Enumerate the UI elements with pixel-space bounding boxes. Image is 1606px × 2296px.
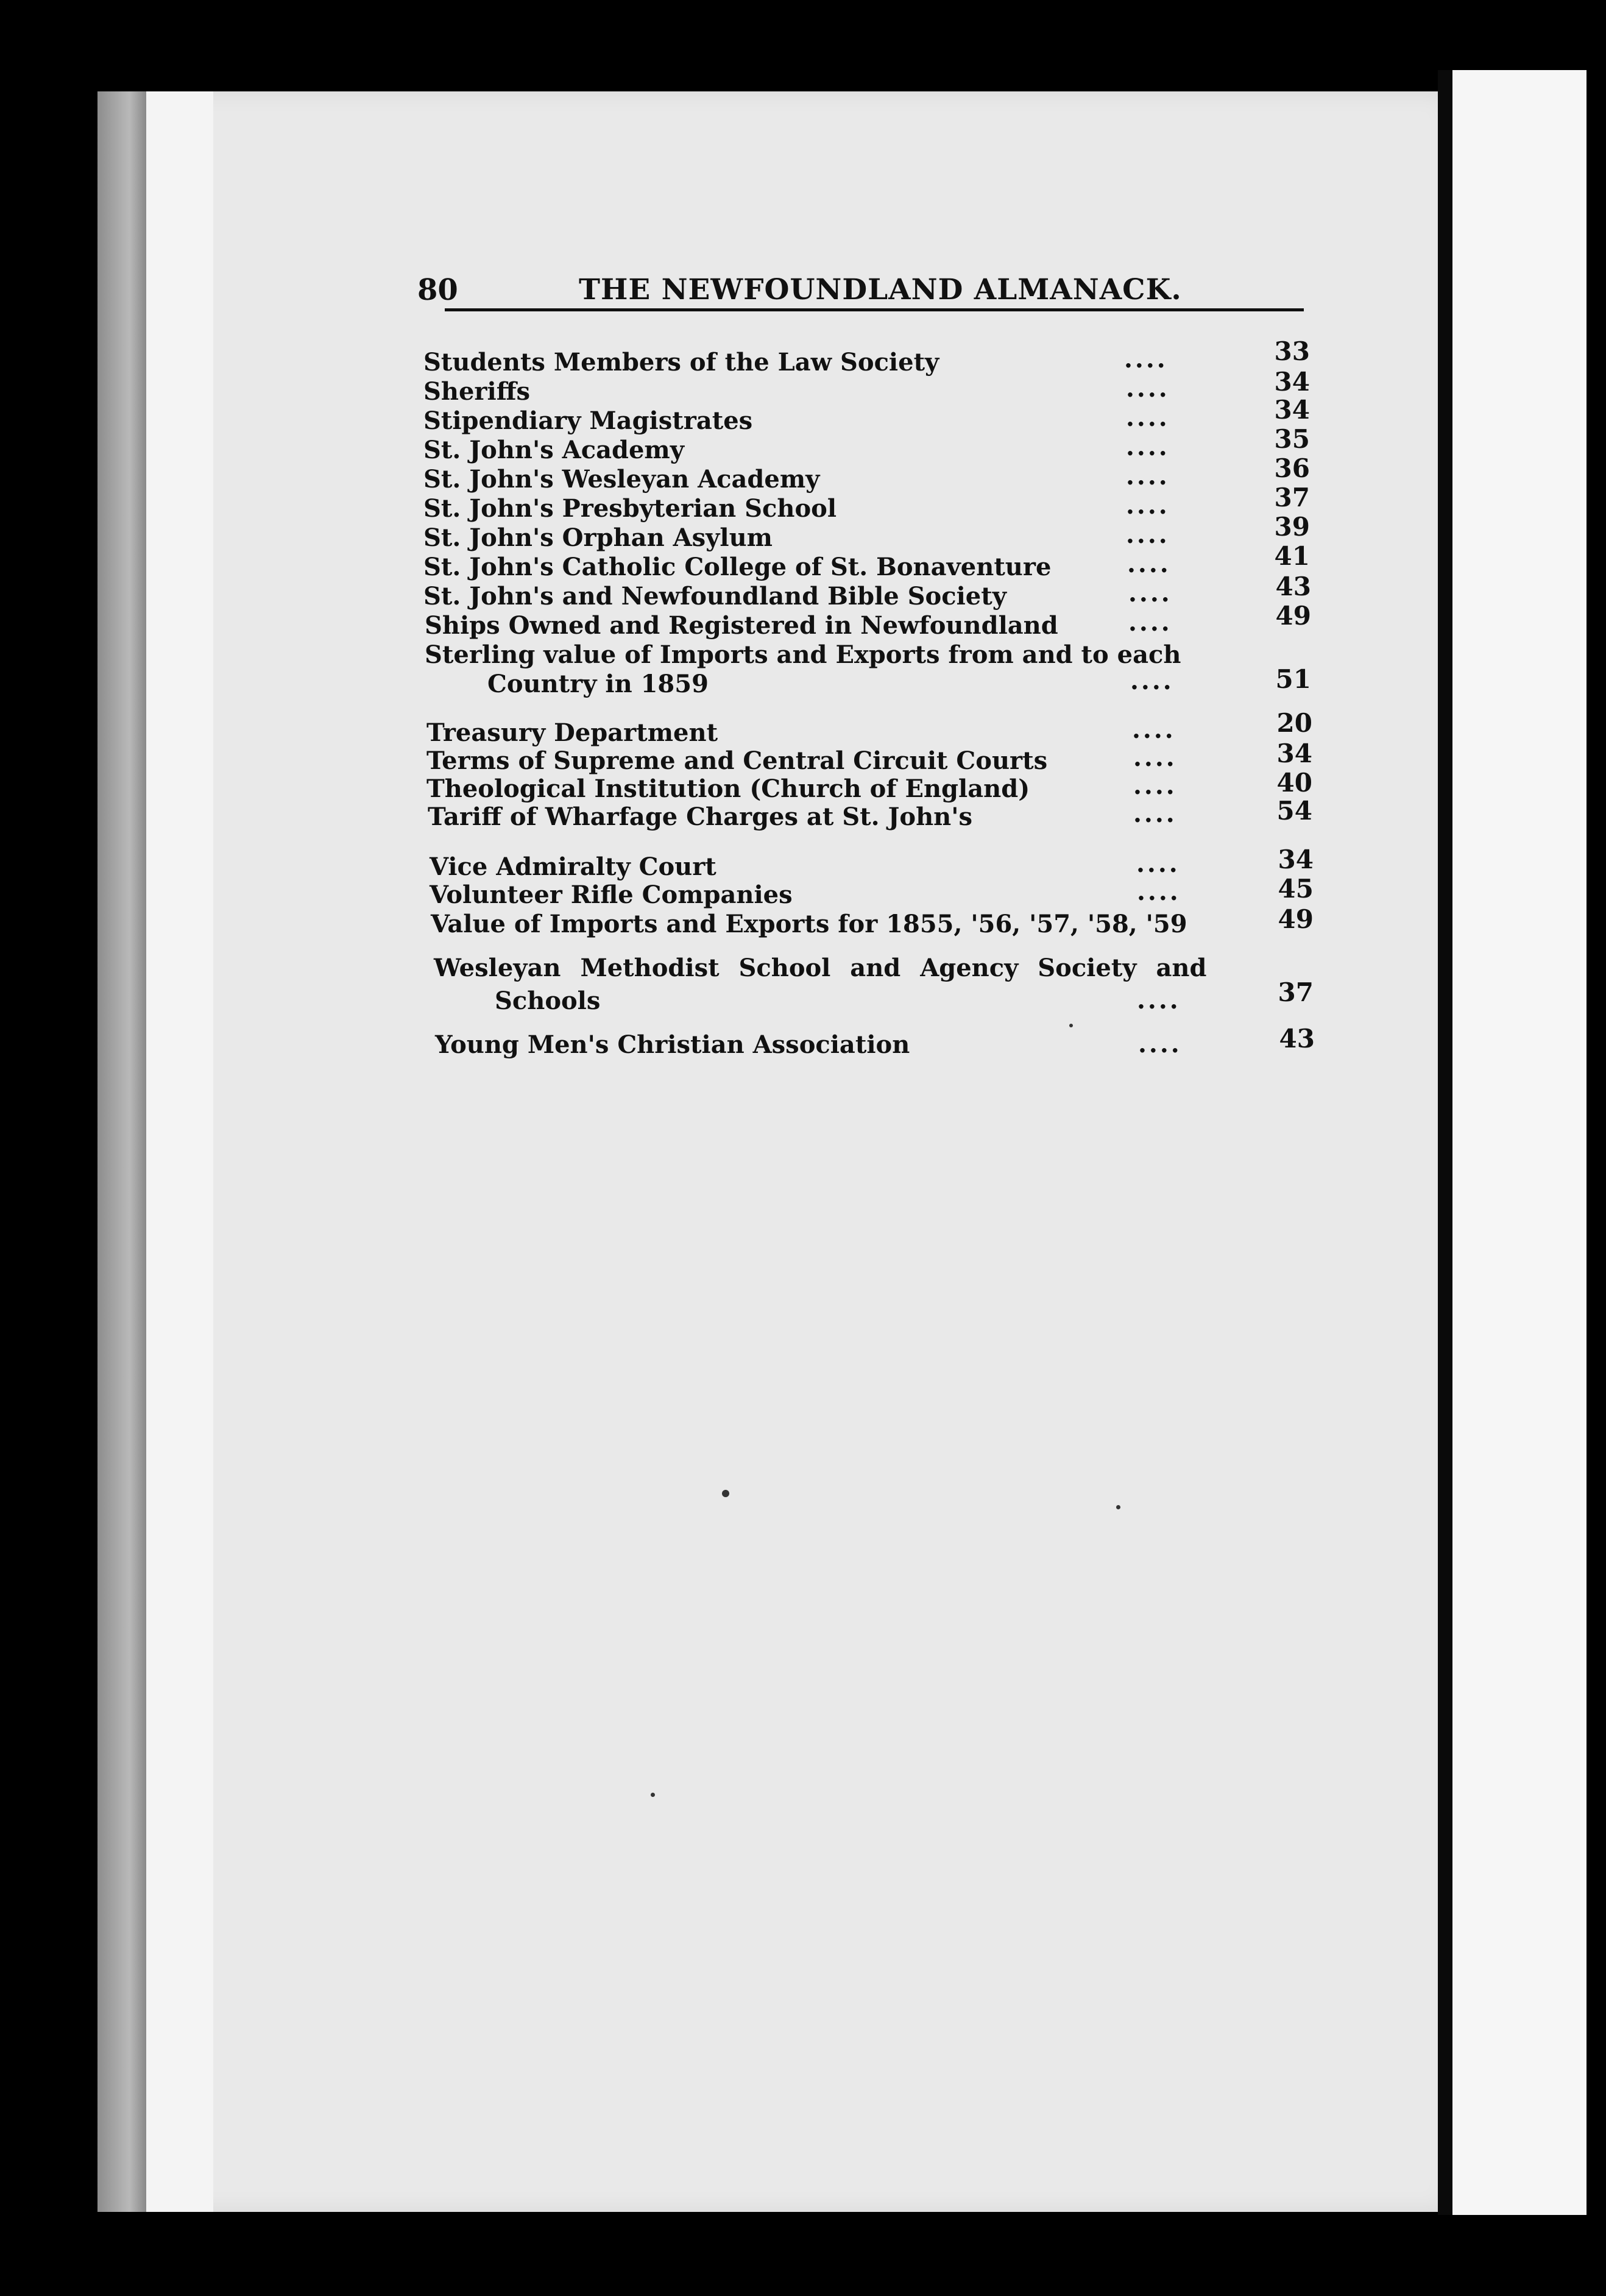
- leader-dots: ....: [1130, 667, 1174, 695]
- book-page: [146, 91, 1450, 2212]
- entry-page-number: 41: [1274, 541, 1310, 571]
- entry-page-number: 43: [1275, 572, 1311, 601]
- leader-dots: ....: [1126, 433, 1170, 461]
- index-entry: Value of Imports and Exports for 1855, '56, '57, '58, '59: [431, 910, 1187, 938]
- index-entry: Tariff of Wharfage Charges at St. John's: [428, 803, 973, 831]
- leader-dots: ....: [1127, 550, 1171, 578]
- entry-page-number: 34: [1276, 739, 1312, 768]
- leader-dots: ....: [1126, 403, 1170, 432]
- scan-speck: [1116, 1505, 1120, 1509]
- index-entry: Volunteer Rifle Companies: [430, 880, 793, 909]
- index-entry: St. John's Presbyterian School: [423, 494, 837, 523]
- index-entry: Terms of Supreme and Central Circuit Courts: [426, 746, 1048, 775]
- scan-speck: [651, 1793, 655, 1797]
- entry-page-number: 51: [1275, 664, 1311, 694]
- index-entry: Theological Institution (Church of England): [426, 774, 1030, 803]
- leader-dots: ....: [1128, 608, 1172, 637]
- entry-page-number: 37: [1278, 977, 1314, 1007]
- entry-page-number: 43: [1279, 1024, 1315, 1054]
- entry-page-number: 34: [1278, 845, 1314, 874]
- entry-page-number: 49: [1278, 904, 1314, 934]
- entry-page-number: 36: [1274, 453, 1310, 483]
- index-entry: St. John's Academy: [423, 436, 684, 464]
- leader-dots: ....: [1133, 771, 1177, 800]
- index-entry: Sterling value of Imports and Exports from and to each: [425, 640, 1181, 669]
- leader-dots: ....: [1128, 579, 1172, 608]
- index-entry: Stipendiary Magistrates: [423, 406, 753, 435]
- index-entry: Ships Owned and Registered in Newfoundland: [425, 611, 1058, 640]
- entry-page-number: 20: [1276, 708, 1312, 738]
- leader-dots: ....: [1126, 491, 1170, 520]
- index-entry: Treasury Department: [426, 718, 718, 747]
- leader-dots: ....: [1133, 743, 1177, 772]
- index-entry: St. John's and Newfoundland Bible Society: [423, 582, 1006, 611]
- leader-dots: ....: [1126, 462, 1170, 491]
- leader-dots: ....: [1126, 374, 1170, 403]
- index-entry: Young Men's Christian Association: [435, 1030, 910, 1059]
- index-entry-continuation: Schools: [495, 987, 601, 1015]
- scan-speck: [1069, 1024, 1073, 1027]
- entry-page-number: 34: [1274, 367, 1310, 397]
- entry-page-number: 37: [1274, 483, 1310, 512]
- page-gutter: [1438, 70, 1452, 2215]
- index-entry: St. John's Catholic College of St. Bonaventure: [423, 553, 1052, 581]
- page-header: [417, 273, 1301, 322]
- leader-dots: ....: [1133, 799, 1177, 828]
- entry-page-number: 45: [1278, 874, 1314, 904]
- index-entry-continuation: Country in 1859: [487, 670, 709, 698]
- entry-page-number: 35: [1274, 424, 1310, 454]
- leader-dots: ....: [1124, 345, 1168, 374]
- leader-dots: ....: [1136, 849, 1180, 878]
- index-entry: Vice Admiralty Court: [430, 852, 716, 881]
- leader-dots: ....: [1137, 986, 1181, 1015]
- header-rule: [445, 308, 1304, 311]
- leader-dots: ....: [1137, 877, 1181, 906]
- entry-page-number: 40: [1276, 768, 1312, 798]
- entry-page-number: 33: [1274, 336, 1310, 366]
- index-entry: Wesleyan Methodist School and Agency Society and: [434, 954, 1207, 982]
- index-entry: St. John's Orphan Asylum: [423, 523, 773, 552]
- leader-dots: ....: [1138, 1030, 1182, 1058]
- entry-page-number: 34: [1274, 395, 1310, 425]
- scan-speck: [722, 1490, 729, 1497]
- page-number: 80: [417, 273, 458, 307]
- leader-dots: ....: [1132, 715, 1176, 744]
- facing-page: [1452, 70, 1587, 2215]
- entry-page-number: 49: [1275, 601, 1311, 631]
- page-title: THE NEWFOUNDLAND ALMANACK.: [579, 273, 1182, 306]
- index-entry: St. John's Wesleyan Academy: [423, 465, 820, 494]
- index-entry: Sheriffs: [423, 377, 531, 406]
- index-entry: Students Members of the Law Society: [423, 348, 939, 377]
- entry-page-number: 54: [1276, 796, 1312, 826]
- leader-dots: ....: [1126, 520, 1170, 549]
- page-edge: [146, 91, 213, 2212]
- entry-page-number: 39: [1274, 512, 1310, 542]
